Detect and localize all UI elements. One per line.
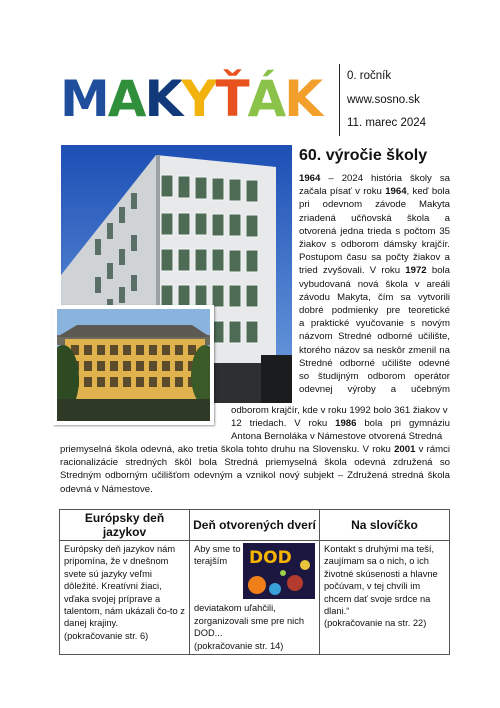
languages-continue-link[interactable]: (pokračovanie str. 6) — [64, 630, 149, 641]
open-day-poster — [243, 543, 315, 602]
issue-number: 0. ročník — [347, 70, 392, 82]
article-column-line: Postupom času sa počty žiakov a — [299, 252, 450, 264]
article-column-line: so študijným odborom operátor — [299, 371, 450, 383]
issue-date: 11. marec 2024 — [347, 117, 427, 129]
logo-letter: Y — [181, 70, 216, 128]
article-column-line: zriadená učňovská škola a — [299, 212, 450, 224]
article-title: 60. výročie školy — [299, 147, 428, 164]
logo-letter: Á — [247, 70, 285, 128]
logo-letter: K — [144, 70, 182, 128]
open-day-poster-label: DOD — [249, 548, 292, 568]
masthead-logo — [60, 72, 321, 126]
article-column-line: Stredné odborné učilište odevné — [299, 357, 450, 369]
article-column-line: odevnej výroby a učebným — [299, 384, 450, 396]
article-column-line: 1964 – 2024 história školy sa — [299, 173, 450, 184]
article-column-line: otvorená jedna trieda s počtom 35 — [299, 225, 450, 237]
logo-letter: M — [60, 70, 108, 128]
article-column-line: začala písať v roku 1964, keď bola — [299, 186, 450, 198]
word-teaser: Kontakt s druhými ma teší, zaujímam sa o nich, o ich životné skúsenosti a hlavne počúvam, v tej chvíli im chcem dať svoje srdce na dlani.“ — [324, 544, 438, 617]
article-column-line: ktorého názov sa neskôr zmenil na — [299, 344, 450, 356]
article-text-line — [231, 417, 450, 430]
article-wide-paragraph: priemyselná škola odevná, ako tretia škola tohto druhu na Slovensku. V roku 2001 v rámci racionalizácie stredných škôl bola Stredná priemyselná škola odevná združená so Stredným odborným učilišťom odevným a vznikol nový subjekt – Združená stredná škola odevná v Námestove. — [60, 444, 450, 495]
article-line-2: 12 triedach. V roku 1986 bola pri gymnáziu — [231, 418, 450, 429]
teaser-table — [59, 509, 450, 655]
logo-letter: Ť — [215, 70, 248, 128]
table-header-languages: Európsky deň jazykov — [60, 510, 190, 541]
article-column-line: a praktické vyučovanie s novým — [299, 318, 450, 330]
table-cell-languages — [60, 541, 190, 655]
table-header-open-day: Deň otvorených dverí — [190, 510, 320, 541]
article-text-line — [231, 404, 450, 417]
article-column-text — [299, 172, 450, 396]
logo-letter: K — [284, 70, 321, 128]
article-line-1: odborom krajčír, kde v roku 1992 bolo 361 žiakov v — [231, 405, 448, 416]
table-header-word: Na slovíčko — [320, 510, 450, 541]
table-cell-word — [320, 541, 450, 655]
article-column-line: pri odevnom závode Makyta — [299, 199, 450, 211]
languages-teaser: Európsky deň jazykov nám pripomína, že v dnešnom svete sú jazyky veľmi dôležité. Kreatívni žiaci, vďaka svojej príprave a talentom, nám ukázali čo-to z danej krajiny. — [64, 544, 185, 629]
school-website: www.sosno.sk — [347, 94, 420, 106]
article-column-line: závodu Makyta, čím sa vytvorili — [299, 291, 450, 303]
masthead-divider — [339, 64, 340, 136]
article-column-line: tried zvyšovali. V roku 1972 bola — [299, 265, 450, 277]
open-day-continue-link[interactable]: (pokračovanie str. 14) — [194, 640, 284, 651]
logo-letter: A — [107, 70, 145, 128]
word-continue-link[interactable]: (pokračovanie na str. 22) — [324, 618, 427, 629]
old-school-photo — [53, 305, 214, 425]
article-column-line: názvom Stredné odborné učilište, — [299, 331, 450, 343]
article-column-line: žiakov s odborom dámsky krajčír. — [299, 239, 450, 251]
article-column-line: dobré podmienky pre teoretické — [299, 305, 450, 317]
article-line-3: Antona Bernoláka v Námestove otvorená Stredná — [231, 431, 443, 442]
article-column-line: vybudovaná nová škola v areáli — [299, 278, 450, 290]
open-day-teaser: Aby sme to terajším deviatakom uľahčili, zorganizovali sme pre nich DOD... — [194, 544, 305, 639]
table-cell-open-day — [190, 541, 320, 655]
